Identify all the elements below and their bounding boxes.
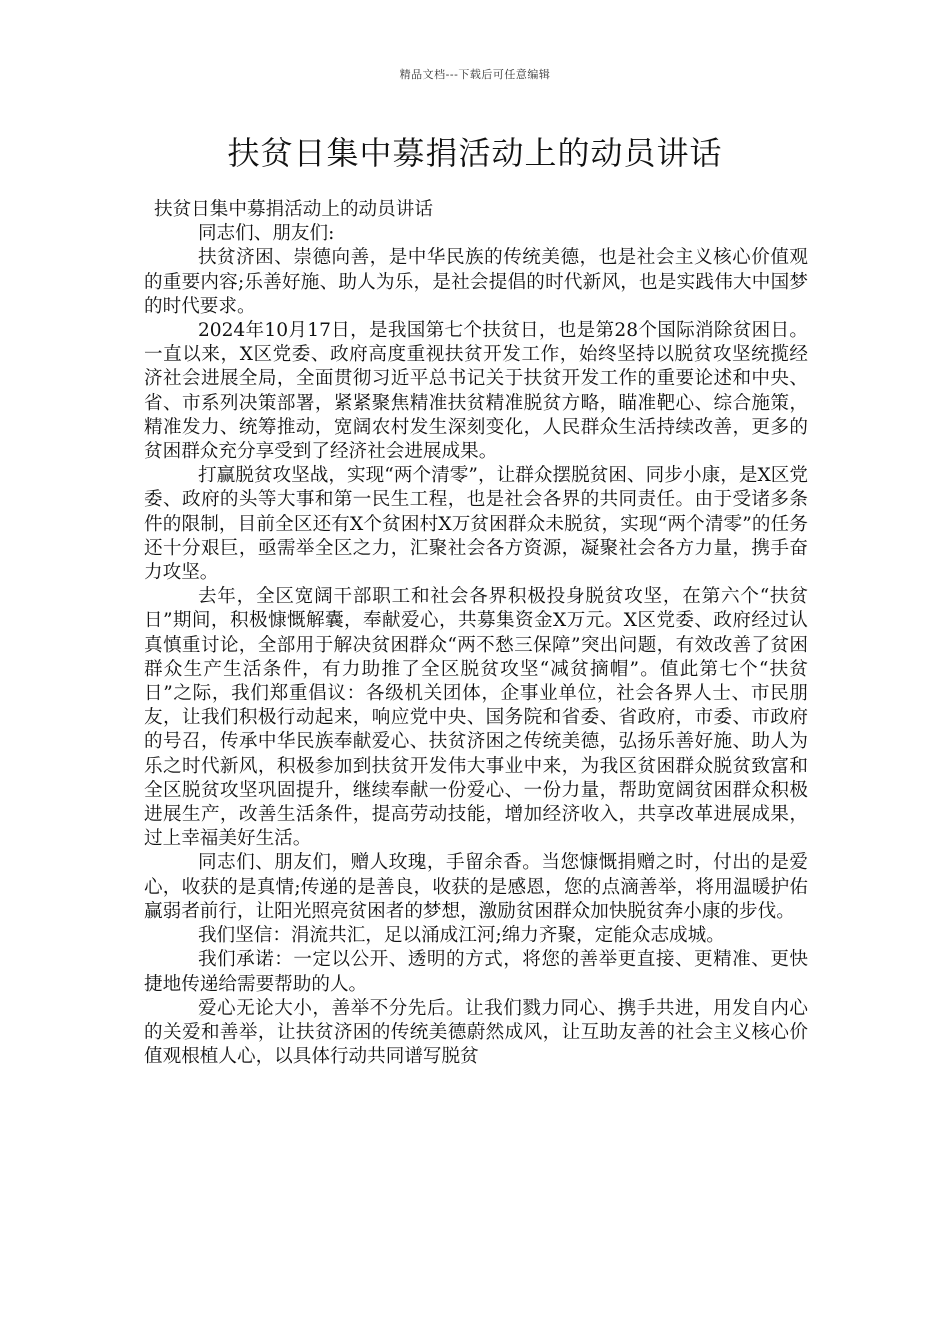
paragraph-1: 扶贫济困、崇德向善，是中华民族的传统美德，也是社会主义核心价值观的重要内容;乐善好施、助人为乐，是社会提倡的时代新风，也是实践伟大中国梦的时代要求。 <box>144 247 808 317</box>
paragraph-2: 2024年10月17日，是我国第七个扶贫日，也是第28个国际消除贫困日。一直以来，X区党委、政府高度重视扶贫开发工作，始终坚持以脱贫攻坚统揽经济社会进展全局，全面贯彻习近平总书记关于扶贫开发工作的重要论述和中央、省、市系列决策部署，紧紧聚焦精准扶贫精准脱贫方略，瞄准靶心、综合施策，精准发力、统筹推动，宽阔农村发生深刻变化，人民群众生活持续改善，更多的贫困群众充分享受到了经济社会进展成果。 <box>144 320 808 463</box>
paragraph-6: 我们坚信：涓流共汇，足以涌成江河;绵力齐聚，定能众志成城。 <box>197 925 725 947</box>
paragraph-4: 去年，全区宽阔干部职工和社会各界积极投身脱贫攻坚，在第六个“扶贫日”期间，积极慷慨解囊，奉献爱心，共募集资金X万元。X区党委、政府经过认真慎重讨论，全部用于解决贫困群众“两不愁三保障”突出问题，有效改善了贫困群众生产生活条件，有力助推了全区脱贫攻坚“减贫摘帽”。值此第七个“扶贫日”之际，我们郑重倡议：各级机关团体，企事业单位，社会各界人士、市民朋友，让我们积极行动起来，响应党中央、国务院和省委、省政府，市委、市政府的号召，传承中华民族奉献爱心、扶贫济困之传统美德，弘扬乐善好施、助人为乐之时代新风，积极参加到扶贫开发伟大事业中来，为我区贫困群众脱贫致富和全区脱贫攻坚巩固提升，继续奉献一份爱心、一份力量，帮助宽阔贫困群众积极进展生产，改善生活条件，提高劳动技能，增加经济收入，共享改革进展成果，过上幸福美好生活。 <box>144 586 808 850</box>
paragraph-8: 爱心无论大小，善举不分先后。让我们戮力同心、携手共进，用发自内心的关爱和善举，让扶贫济困的传统美德蔚然成风，让互助友善的社会主义核心价值观根植人心，以具体行动共同谱写脱贫 <box>144 997 808 1068</box>
salutation: 同志们、朋友们: <box>197 223 335 245</box>
document-body <box>144 198 808 1069</box>
page-header-note: 精品文档---下载后可任意编辑 <box>399 68 551 81</box>
document-subtitle: 扶贫日集中募捐活动上的动员讲话 <box>154 199 433 220</box>
paragraph-5: 同志们、朋友们，赠人玫瑰，手留余香。当您慷慨捐赠之时，付出的是爱心，收获的是真情;传递的是善良，收获的是感恩，您的点滴善举，将用温暖护佑赢弱者前行，让阳光照亮贫困者的梦想，激励贫困群众加快脱贫奔小康的步伐。 <box>144 852 808 922</box>
paragraph-3: 打赢脱贫攻坚战，实现“两个清零”，让群众摆脱贫困、同步小康，是X区党委、政府的头等大事和第一民生工程，也是社会各界的共同责任。由于受诸多条件的限制，目前全区还有X个贫困村X万贫困群众未脱贫，实现“两个清零”的任务还十分艰巨，亟需举全区之力，汇聚社会各方资源，凝聚社会各方力量，携手奋力攻坚。 <box>144 465 808 584</box>
paragraph-7: 我们承诺：一定以公开、透明的方式，将您的善举更直接、更精准、更快捷地传递给需要帮助的人。 <box>144 949 808 995</box>
document-title: 扶贫日集中募捐活动上的动员讲话 <box>227 134 723 172</box>
